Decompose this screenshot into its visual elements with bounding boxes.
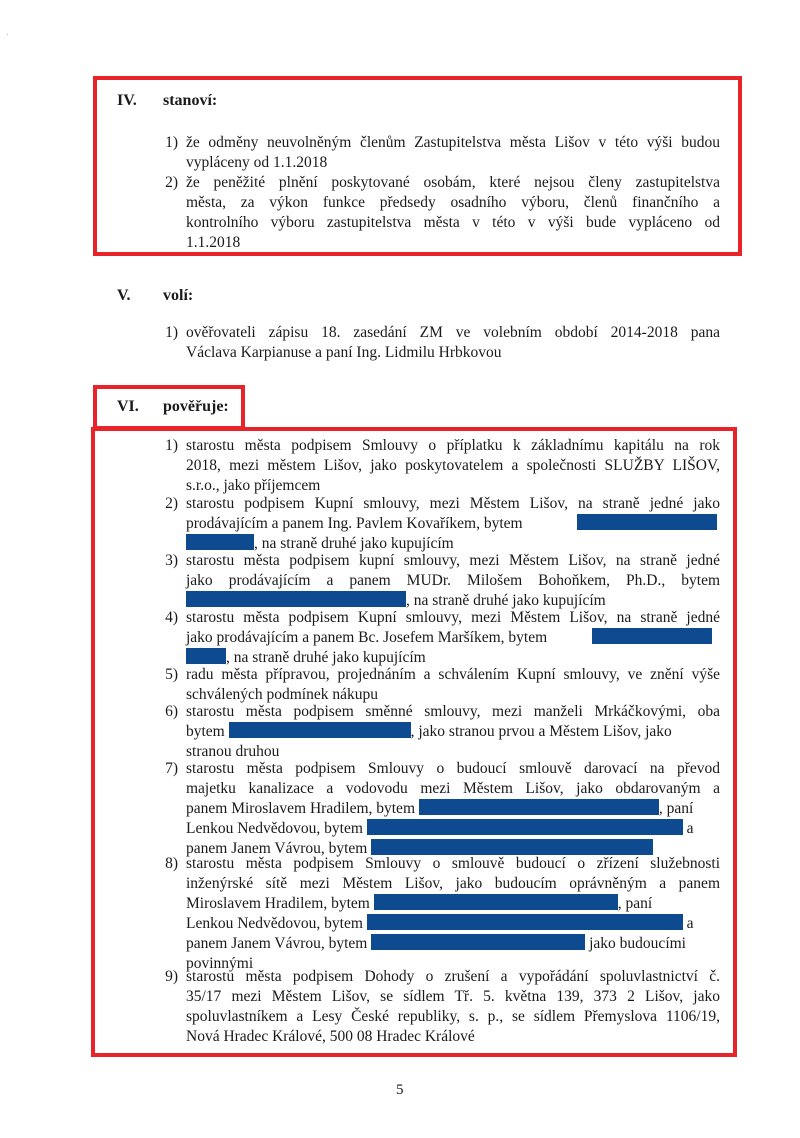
item-text-line: 35/17 mezi Městem Lišov, se sídlem Tř. 5. května 139, 373 2 Lišov, jako bbox=[186, 988, 720, 1005]
section-v-number: V. bbox=[117, 287, 131, 304]
item-text-line: panem Miroslavem Hradilem, bytem bbox=[186, 800, 415, 817]
item-number: 4) bbox=[165, 609, 178, 626]
redaction-bar bbox=[229, 722, 411, 738]
item-text-line: , jako stranou prvou a Městem Lišov, jako bbox=[410, 723, 672, 740]
item-number: 3) bbox=[165, 552, 178, 569]
item-text-line: Miroslavem Hradilem, bytem bbox=[186, 895, 370, 912]
redaction-bar bbox=[419, 799, 659, 815]
item-number: 1) bbox=[165, 134, 178, 151]
item-text-line: jako prodávajícím a panem MUDr. Milošem Bohoňkem, Ph.D., bytem bbox=[186, 572, 720, 589]
item-text-line: Nová Hradec Králové, 500 08 Hradec Králové bbox=[186, 1028, 475, 1045]
item-text-line: starostu města podpisem směnné smlouvy, mezi manželi Mrkáčkovými, oba bbox=[186, 703, 720, 720]
item-text-line: a bbox=[686, 820, 694, 837]
item-text-line: stranou druhou bbox=[186, 743, 280, 760]
item-text-line: starostu podpisem Kupní smlouvy, mezi Městem Lišov, na straně jedné jako bbox=[186, 495, 720, 512]
item-text-line: , paní bbox=[658, 800, 694, 817]
section-vi-number: VI. bbox=[117, 398, 139, 415]
item-number: 1) bbox=[165, 437, 178, 454]
item-text-line: starostu města podpisem kupní smlouvy, mezi Městem Lišov, na straně jedné bbox=[186, 552, 720, 569]
item-text-line: , na straně druhé jako kupujícím bbox=[226, 649, 426, 666]
item-text-line: radu města přípravou, projednáním a schválením Kupní smlouvy, ve znění výše bbox=[186, 666, 720, 683]
redaction-bar bbox=[186, 534, 254, 550]
item-text-line: starostu města podpisem Smlouvy o budoucí smlouvě darovací na převod bbox=[186, 760, 720, 777]
redaction-bar bbox=[367, 819, 683, 835]
page-number: 5 bbox=[396, 1082, 404, 1098]
redaction-bar bbox=[374, 894, 618, 910]
item-text-line: 2018, mezi městem Lišov, jako poskytovatelem a společnosti SLUŽBY LIŠOV, bbox=[186, 457, 720, 474]
item-number: 6) bbox=[165, 703, 178, 720]
item-text-line: majetku kanalizace a vodovodu mezi Městem Lišov, jako obdarovaným a bbox=[186, 780, 720, 797]
item-text-line: spoluvlastníkem a Lesy České republiky, s. p., se sídlem Přemyslova 1106/19, bbox=[186, 1008, 720, 1025]
item-text-line: ověřovateli zápisu 18. zasedání ZM ve volebním období 2014-2018 pana bbox=[186, 324, 720, 341]
redaction-bar bbox=[577, 514, 717, 530]
scan-artifact: ʼ bbox=[6, 32, 9, 41]
item-text-line: panem Janem Vávrou, bytem bbox=[186, 840, 368, 857]
redaction-bar bbox=[371, 934, 585, 950]
item-text-line: že odměny neuvolněným členům Zastupitelstva města Lišov v této výši budou bbox=[186, 134, 720, 151]
item-text-line: Lenkou Nedvědovou, bytem bbox=[186, 820, 363, 837]
section-iv-title: stanoví: bbox=[163, 92, 218, 109]
item-text-line: starostu města podpisem Kupní smlouvy, mezi Městem Lišov, na straně jedné bbox=[186, 609, 720, 626]
item-text-line: , paní bbox=[617, 895, 653, 912]
item-text-line: kontrolního výboru zastupitelstva města v této v výši bude vypláceno od bbox=[186, 214, 720, 231]
item-text-line: starostu města podpisem Smlouvy o příplatku k základnímu kapitálu na rok bbox=[186, 437, 720, 454]
redaction-bar bbox=[367, 914, 683, 930]
item-text-line: prodávajícím a panem Ing. Pavlem Kovaříkem, bytem bbox=[186, 515, 523, 532]
item-text-line: povinnými bbox=[186, 955, 254, 972]
item-text-line: inženýrské sítě mezi Městem Lišov, jako budoucím oprávněným a panem bbox=[186, 875, 720, 892]
section-vi-title: pověřuje: bbox=[163, 398, 229, 415]
redaction-bar bbox=[186, 648, 226, 664]
redaction-bar bbox=[371, 839, 653, 855]
section-iv-number: IV. bbox=[117, 92, 137, 109]
section-v-title: volí: bbox=[163, 287, 194, 304]
redaction-bar bbox=[186, 591, 406, 607]
item-text-line: starostu města podpisem Smlouvy o smlouvě budoucí o zřízení služebnosti bbox=[186, 855, 720, 872]
item-text-line: , na straně druhé jako kupujícím bbox=[406, 592, 606, 609]
item-number: 1) bbox=[165, 324, 178, 341]
item-text-line: starostu města podpisem Dohody o zrušení a vypořádání spoluvlastnictví č. bbox=[186, 968, 720, 985]
item-text-line: města, za výkon funkce předsedy osadního výboru, členů finančního a bbox=[186, 194, 720, 211]
item-text-line: , na straně druhé jako kupujícím bbox=[254, 535, 454, 552]
item-text-line: vypláceny od 1.1.2018 bbox=[186, 154, 328, 171]
item-text-line: bytem bbox=[186, 723, 225, 740]
item-text-line: jako budoucími bbox=[589, 935, 686, 952]
item-number: 2) bbox=[165, 495, 178, 512]
item-text-line: panem Janem Vávrou, bytem bbox=[186, 935, 368, 952]
item-number: 7) bbox=[165, 760, 178, 777]
item-number: 5) bbox=[165, 666, 178, 683]
item-text-line: 1.1.2018 bbox=[186, 234, 241, 251]
item-number: 8) bbox=[165, 855, 178, 872]
item-text-line: že peněžité plnění poskytované osobám, které nejsou členy zastupitelstva bbox=[186, 174, 720, 191]
item-text-line: jako prodávajícím a panem Bc. Josefem Maršíkem, bytem bbox=[186, 629, 548, 646]
item-number: 2) bbox=[165, 174, 178, 191]
item-text-line: a bbox=[686, 915, 694, 932]
item-text-line: Václava Karpianuse a paní Ing. Lidmilu Hrbkovou bbox=[186, 344, 502, 361]
item-text-line: schválených podmínek nákupu bbox=[186, 686, 378, 703]
item-number: 9) bbox=[165, 968, 178, 985]
redaction-bar bbox=[592, 628, 712, 644]
item-text-line: Lenkou Nedvědovou, bytem bbox=[186, 915, 363, 932]
item-text-line: s.r.o., jako příjemcem bbox=[186, 477, 321, 494]
